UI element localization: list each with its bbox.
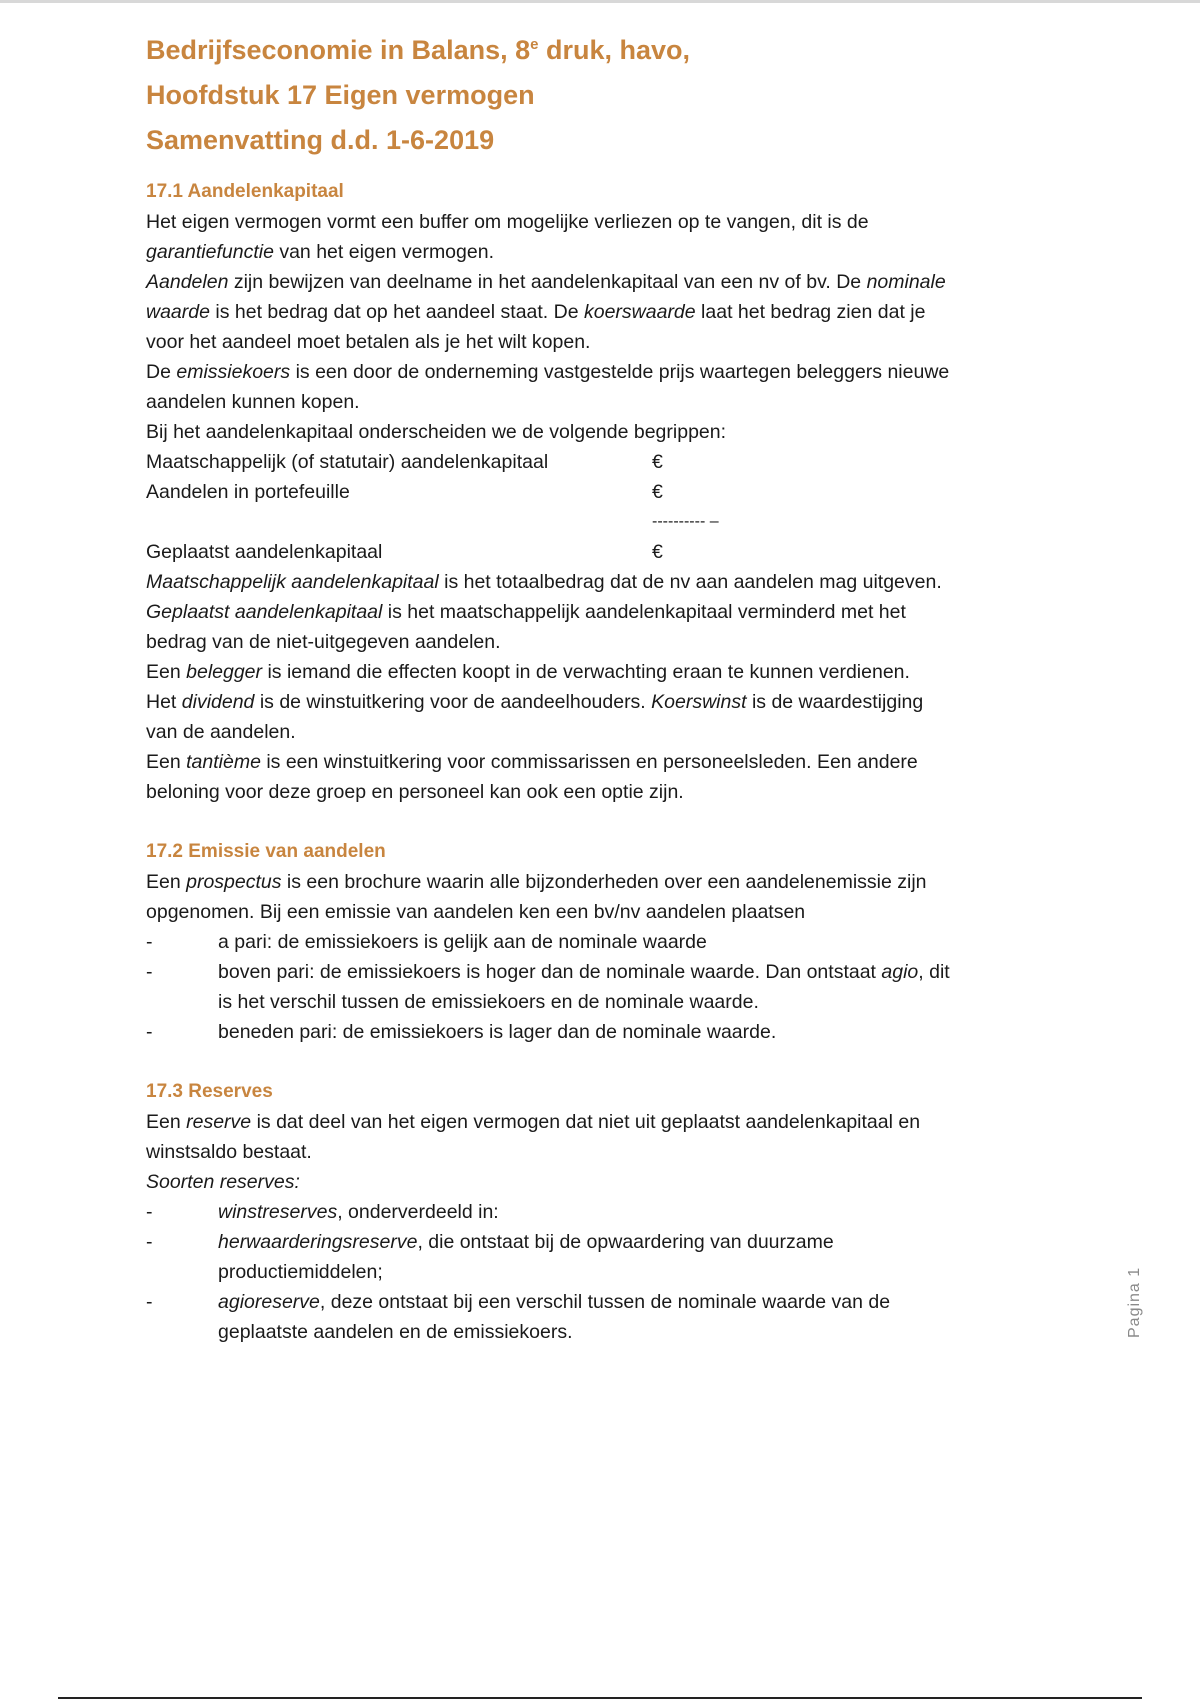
paragraph: Geplaatst aandelenkapitaal is het maatschappelijk aandelenkapitaal verminderd met het bedrag van de niet-uitgegeven aandelen. bbox=[146, 601, 906, 653]
title-line-1: Bedrijfseconomie in Balans, 8e druk, havo, bbox=[146, 35, 691, 65]
document-body bbox=[146, 22, 1076, 1347]
dash-bullet: - bbox=[146, 931, 153, 953]
paragraph: Een belegger is iemand die effecten koopt in de verwachting eraan te kunnen verdienen. bbox=[146, 661, 910, 683]
paragraph: Het eigen vermogen vormt een buffer om mogelijke verliezen op te vangen, dit is de garantiefunctie van het eigen vermogen. bbox=[146, 211, 869, 263]
ledger-total-label: Geplaatst aandelenkapitaal bbox=[146, 541, 383, 563]
page-top-edge bbox=[0, 0, 1200, 3]
dash-bullet: - bbox=[146, 961, 153, 983]
capital-ledger bbox=[146, 447, 1076, 567]
section-heading-17-2: 17.2 Emissie van aandelen bbox=[146, 841, 386, 862]
title-line-2: Hoofdstuk 17 Eigen vermogen bbox=[146, 80, 535, 110]
list-item: - boven pari: de emissiekoers is hoger dan de nominale waarde. Dan ontstaat agio, dit is het verschil tussen de emissiekoers en de nominale waarde. bbox=[146, 957, 1076, 1017]
document-title-block bbox=[146, 22, 1076, 163]
list-item: - agioreserve, deze ontstaat bij een verschil tussen de nominale waarde van de geplaatste aandelen en de emissiekoers. bbox=[146, 1287, 1076, 1347]
list-item: - beneden pari: de emissiekoers is lager dan de nominale waarde. bbox=[146, 1017, 1076, 1047]
paragraph: Het dividend is de winstuitkering voor de aandeelhouders. Koerswinst is de waardestijging van de aandelen. bbox=[146, 691, 924, 743]
ledger-subtraction-line: ---------- – bbox=[652, 513, 719, 530]
list-item: - herwaarderingsreserve, die ontstaat bij de opwaardering van duurzame productiemiddelen; bbox=[146, 1227, 1076, 1287]
paragraph: Een tantième is een winstuitkering voor commissarissen en personeelsleden. Een andere beloning voor deze groep en personeel kan ook een optie zijn. bbox=[146, 751, 918, 803]
page-bottom-rule bbox=[58, 1697, 1142, 1699]
paragraph: Een prospectus is een brochure waarin alle bijzonderheden over een aandelenemissie zijn opgenomen. Bij een emissie van aandelen ken een bv/nv aandelen plaatsen bbox=[146, 871, 927, 923]
dash-bullet: - bbox=[146, 1201, 153, 1223]
ledger-currency: € bbox=[652, 451, 663, 473]
ledger-label: Maatschappelijk (of statutair) aandelenkapitaal bbox=[146, 451, 549, 473]
paragraph: Maatschappelijk aandelenkapitaal is het totaalbedrag dat de nv aan aandelen mag uitgeven. bbox=[146, 571, 942, 593]
title-line-3: Samenvatting d.d. 1-6-2019 bbox=[146, 125, 495, 155]
section-heading-17-1: 17.1 Aandelenkapitaal bbox=[146, 181, 344, 202]
paragraph: Soorten reserves: bbox=[146, 1171, 300, 1193]
paragraph: De emissiekoers is een door de onderneming vastgestelde prijs waartegen beleggers nieuwe aandelen kunnen kopen. bbox=[146, 361, 950, 413]
dash-bullet: - bbox=[146, 1231, 153, 1253]
section-heading-17-3: 17.3 Reserves bbox=[146, 1081, 273, 1102]
list-item: - winstreserves, onderverdeeld in: bbox=[146, 1197, 1076, 1227]
list-item: - a pari: de emissiekoers is gelijk aan de nominale waarde bbox=[146, 927, 1076, 957]
dash-bullet: - bbox=[146, 1291, 153, 1313]
paragraph: Aandelen zijn bewijzen van deelname in het aandelenkapitaal van een nv of bv. De nominale waarde is het bedrag dat op het aandeel staat. De koerswaarde laat het bedrag zien dat je voor het aandeel moet betalen als je het wilt kopen. bbox=[146, 271, 946, 353]
ledger-label: Aandelen in portefeuille bbox=[146, 481, 350, 503]
ledger-currency: € bbox=[652, 481, 663, 503]
dash-bullet: - bbox=[146, 1021, 153, 1043]
ledger-currency: € bbox=[652, 541, 663, 563]
paragraph: Een reserve is dat deel van het eigen vermogen dat niet uit geplaatst aandelenkapitaal en winstsaldo bestaat. bbox=[146, 1111, 921, 1163]
paragraph: Bij het aandelenkapitaal onderscheiden we de volgende begrippen: bbox=[146, 421, 727, 443]
page-number-label: Pagina 1 bbox=[1126, 1266, 1143, 1338]
